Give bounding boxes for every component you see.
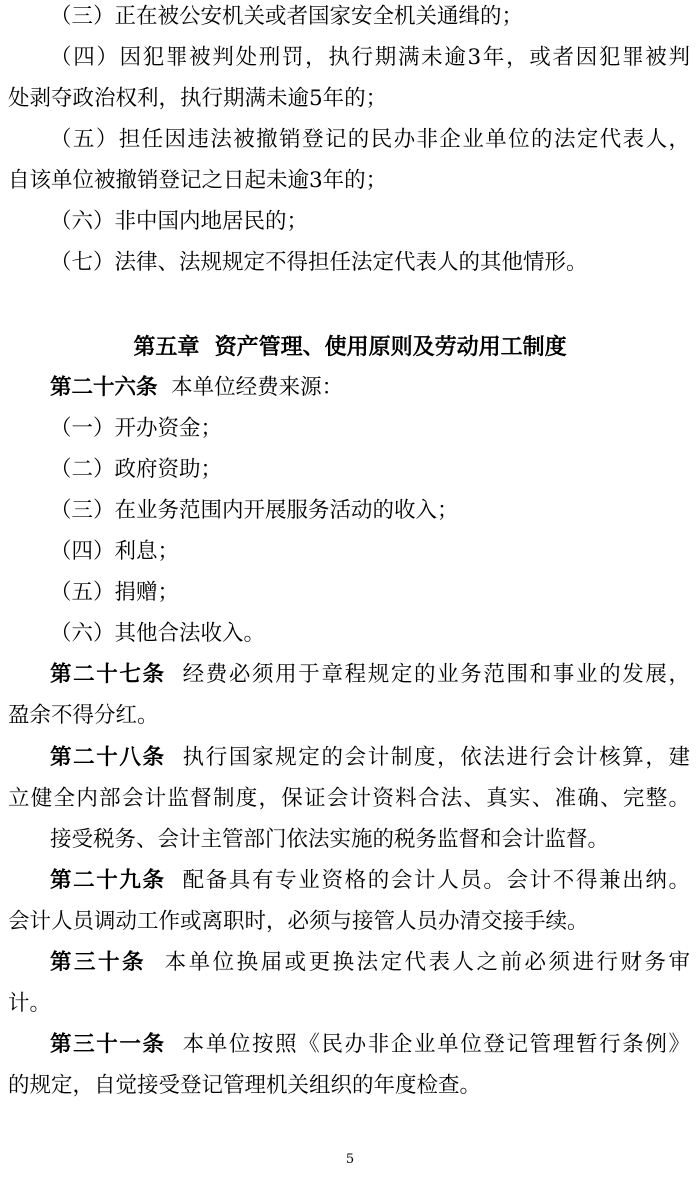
article-30-line-2: 计。 bbox=[8, 991, 52, 1016]
article-26-label: 第二十六条 bbox=[50, 375, 158, 400]
article-26-text: 本单位经费来源： bbox=[157, 375, 344, 400]
article-26-item-1: （一）开办资金； bbox=[50, 416, 223, 441]
clause-6-line: （六）非中国内地居民的； bbox=[50, 209, 309, 234]
article-30-text-1: 本单位换届或更换法定代表人之前必须进行财务审 bbox=[145, 950, 690, 975]
article-28-line-2: 立健全内部会计监督制度，保证会计资料合法、真实、准确、完整。 bbox=[8, 786, 690, 811]
article-30-line-1 bbox=[50, 946, 690, 980]
article-29-text-1: 配备具有专业资格的会计人员。会计不得兼出纳。 bbox=[165, 868, 690, 893]
article-31-line-1 bbox=[50, 1028, 690, 1062]
article-31-text-1: 本单位按照《民办非企业单位登记管理暂行条例》 bbox=[165, 1032, 690, 1057]
article-26-item-6: （六）其他合法收入。 bbox=[50, 621, 266, 646]
article-26-item-5: （五）捐赠； bbox=[50, 580, 180, 605]
article-29-line-2: 会计人员调动工作或离职时，必须与接管人员办清交接手续。 bbox=[8, 909, 589, 934]
article-31-label: 第三十一条 bbox=[50, 1032, 166, 1057]
clause-7-line: （七）法律、法规规定不得担任法定代表人的其他情形。 bbox=[50, 250, 588, 275]
clause-3-line: （三）正在被公安机关或者国家安全机关通缉的； bbox=[50, 4, 524, 29]
article-26 bbox=[50, 371, 690, 405]
chapter-title: 第五章 资产管理、使用原则及劳动用工制度 bbox=[133, 334, 567, 360]
clause-5-line-2: 自该单位被撤销登记之日起未逾3年的； bbox=[8, 168, 388, 193]
clause-5-line-1: （五）担任因违法被撤销登记的民办非企业单位的法定代表人， bbox=[50, 127, 690, 152]
article-27-line-1 bbox=[50, 658, 690, 692]
article-29-line-1 bbox=[50, 864, 690, 898]
article-27-label: 第二十七条 bbox=[50, 662, 166, 687]
clause-4-line-1: （四）因犯罪被判处刑罚，执行期满未逾3年，或者因犯罪被判 bbox=[50, 45, 690, 70]
article-29-label: 第二十九条 bbox=[50, 868, 166, 893]
article-28-label: 第二十八条 bbox=[50, 745, 166, 770]
article-26-item-2: （二）政府资助； bbox=[50, 457, 223, 482]
article-26-item-3: （三）在业务范围内开展服务活动的收入； bbox=[50, 498, 459, 523]
article-28-text-1: 执行国家规定的会计制度，依法进行会计核算，建 bbox=[165, 745, 690, 770]
article-28-line-1 bbox=[50, 741, 690, 775]
page-number: 5 bbox=[345, 1152, 355, 1167]
article-26-item-4: （四）利息； bbox=[50, 539, 180, 564]
clause-4-line-2: 处剥夺政治权利，执行期满未逾5年的； bbox=[8, 86, 388, 111]
article-27-line-2: 盈余不得分红。 bbox=[8, 703, 159, 728]
article-31-line-2: 的规定，自觉接受登记管理机关组织的年度检查。 bbox=[8, 1073, 482, 1098]
article-30-label: 第三十条 bbox=[50, 950, 146, 975]
article-27-text-1: 经费必须用于章程规定的业务范围和事业的发展， bbox=[165, 662, 690, 687]
article-28-line-3: 接受税务、会计主管部门依法实施的税务监督和会计监督。 bbox=[50, 827, 610, 852]
